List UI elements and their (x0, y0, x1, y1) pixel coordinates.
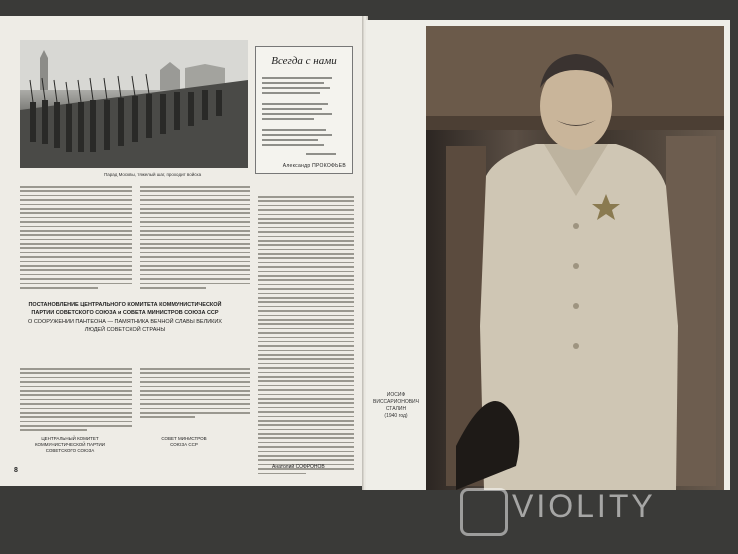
text-column-2 (140, 186, 250, 291)
parade-photo (20, 40, 248, 168)
right-page (366, 20, 730, 490)
text-column-1 (20, 186, 132, 291)
left-page (0, 16, 364, 486)
decree (20, 302, 230, 334)
signature-cc: ЦЕНТРАЛЬНЫЙ КОМИТЕТ КОММУНИСТИЧЕСКОЙ ПАРТИИ СОВЕТСКОГО СОЮЗА (34, 436, 106, 453)
caption-line-3: СТАЛИН (385, 406, 407, 412)
portrait-caption (368, 392, 424, 420)
signature-council: СОВЕТ МИНИСТРОВ СОЮЗА ССР (161, 436, 207, 447)
caption-line-2: ВИССАРИОНОВИЧ (373, 399, 419, 405)
decree-text-1 (20, 368, 132, 434)
photo-caption: Парад Москвы, тяжелый шаг, проходит войска (104, 172, 202, 177)
article-author: Анатолий СОФРОНОВ (272, 464, 325, 470)
poem-box (255, 46, 353, 174)
decree-subheading: О СООРУЖЕНИИ ПАНТЕОНА — ПАМЯТНИКА ВЕЧНОЙ СЛАВЫ ВЕЛИКИХ ЛЮДЕЙ СОВЕТСКОЙ СТРАНЫ (28, 319, 222, 333)
caption-line-4: (1940 год) (384, 413, 408, 419)
watermark-text: VIOLITY (512, 488, 656, 524)
page-number: 8 (14, 467, 18, 474)
decree-text-2 (140, 368, 250, 421)
poem-title: Всегда с нами (271, 55, 337, 67)
caption-line-1: ИОСИФ (386, 392, 406, 398)
poem-author: Александр ПРОКОФЬЕВ (282, 163, 346, 169)
text-column-3 (258, 196, 354, 477)
portrait-photo (426, 26, 724, 490)
watermark-logo-icon (460, 488, 508, 536)
decree-heading: ПОСТАНОВЛЕНИЕ ЦЕНТРАЛЬНОГО КОМИТЕТА КОММУНИСТИЧЕСКОЙ ПАРТИИ СОВЕТСКОГО СОЮЗА и СОВЕТА МИНИСТРОВ СОЮЗА ССР (28, 302, 222, 316)
